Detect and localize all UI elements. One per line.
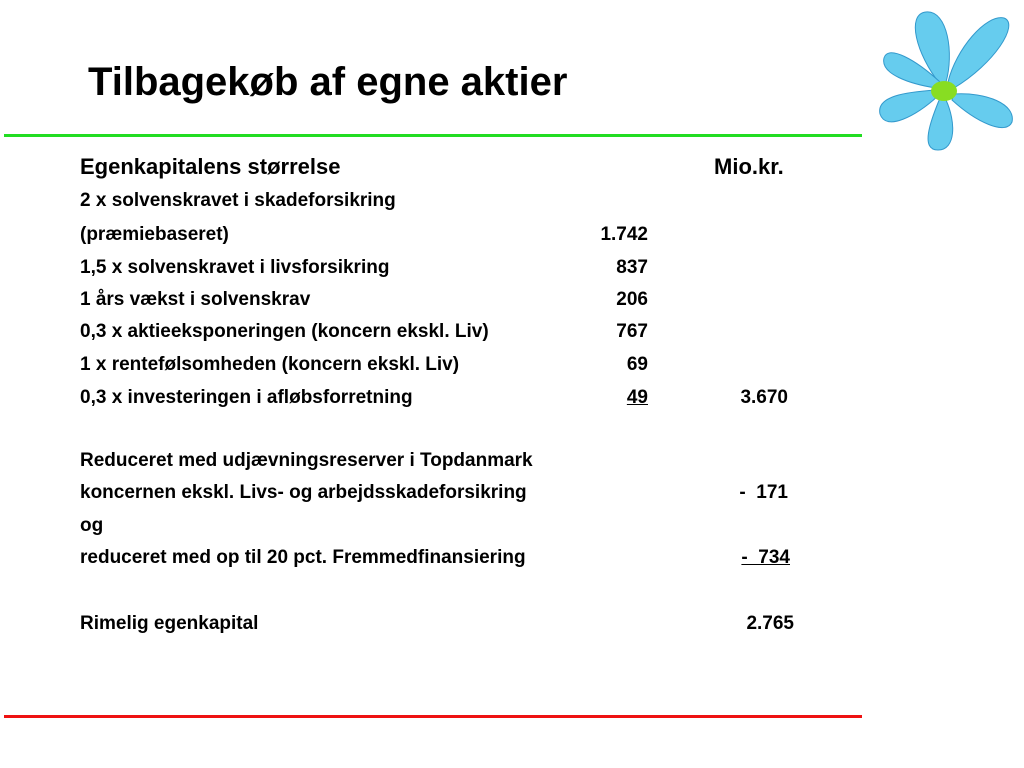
row-label: 0,3 x aktieeksponeringen (koncern ekskl. Liv) [80, 321, 489, 342]
row-label: 1 års vækst i solvenskrav [80, 289, 311, 310]
unit-label: Mio.kr. [714, 154, 784, 179]
row-label: 1,5 x solvenskravet i livsforsikring [80, 257, 390, 278]
result-value: 2.765 [746, 613, 794, 634]
reduction-value: - 171 [739, 482, 788, 503]
reduction-value: - 734 [741, 547, 790, 568]
top-divider [4, 134, 862, 137]
row-label: 1 x rentefølsomheden (koncern ekskl. Liv) [80, 354, 460, 375]
row-value: 767 [616, 321, 648, 342]
slide-title: Tilbagekøb af egne aktier [88, 60, 568, 104]
row-value: 1.742 [600, 224, 648, 245]
row-label: 2 x solvenskravet i skadeforsikring [80, 190, 396, 211]
subtotal-value: 3.670 [740, 387, 788, 408]
reduction-label: koncernen ekskl. Livs- og arbejdsskadeforsikring [80, 482, 527, 503]
row-value: 69 [626, 354, 648, 375]
header-label: Egenkapitalens størrelse [80, 154, 341, 179]
row-value: 837 [616, 257, 648, 278]
bottom-divider [4, 715, 862, 718]
row-label: 0,3 x investeringen i afløbsforretning [80, 387, 413, 408]
row-label: (præmiebaseret) [80, 224, 229, 245]
row-value: 206 [616, 289, 648, 310]
reduction-label: og [80, 515, 104, 536]
row-value: 49 [626, 387, 648, 408]
reduction-label: reduceret med op til 20 pct. Fremmedfinansiering [80, 547, 526, 568]
flower-icon [876, 4, 1020, 154]
result-label: Rimelig egenkapital [80, 613, 259, 634]
reduction-label: Reduceret med udjævningsreserver i Topdanmark [80, 450, 533, 471]
